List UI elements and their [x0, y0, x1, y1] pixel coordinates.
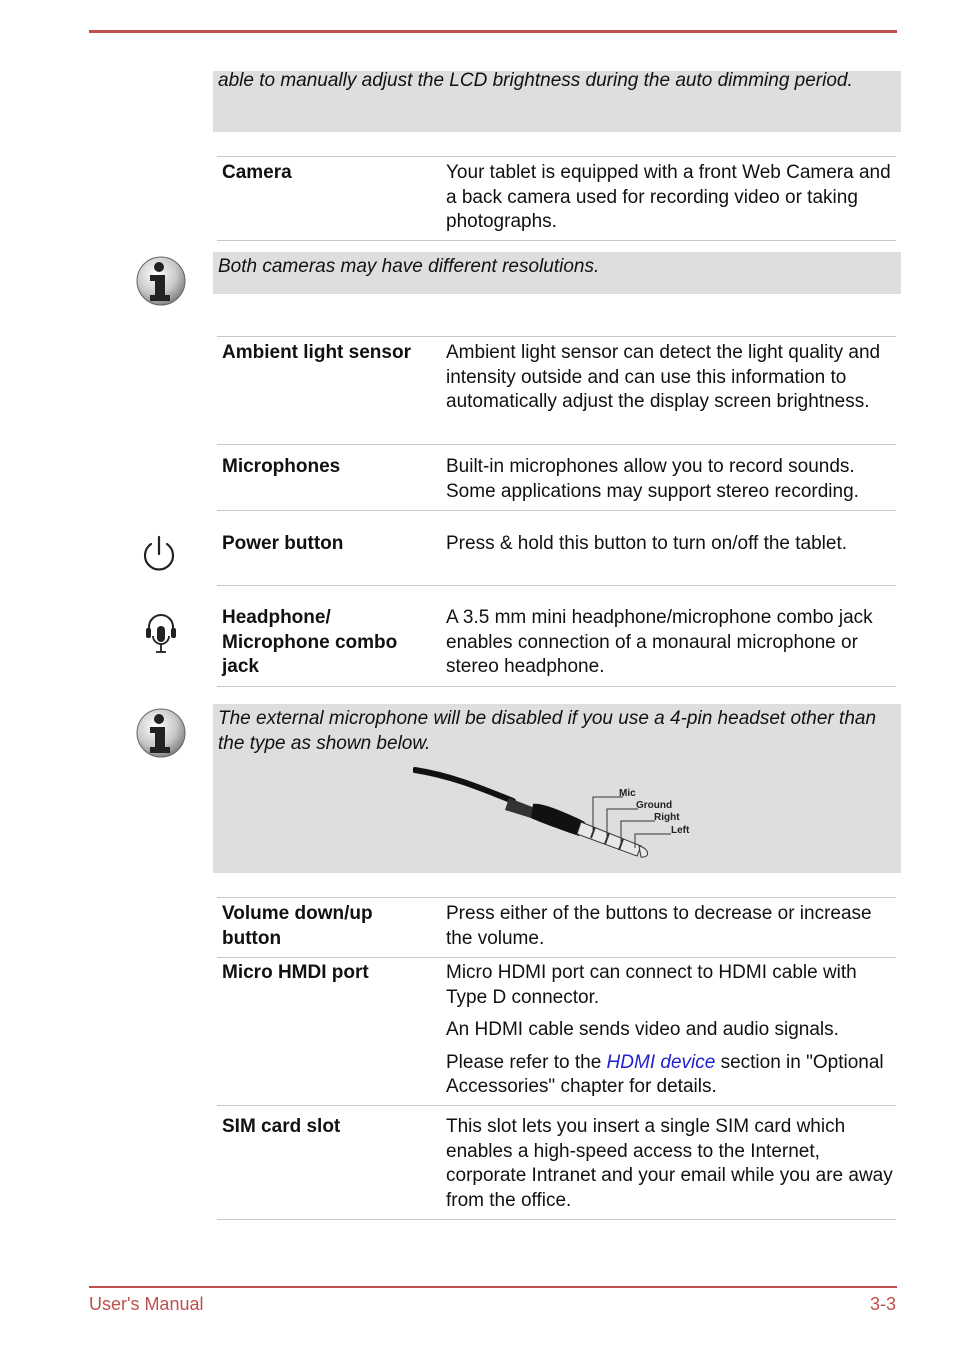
footer-title: User's Manual — [89, 1294, 204, 1314]
term-microphones: Microphones — [222, 456, 341, 477]
note-text: able to manually adjust the LCD brightness during the auto dimming period. — [218, 70, 853, 91]
power-icon — [141, 535, 177, 575]
table-rule — [217, 444, 896, 445]
table-rule — [217, 957, 896, 958]
hdmi-device-link[interactable]: HDMI device — [606, 1051, 716, 1073]
desc-microphones: Built-in microphones allow you to record sounds. Some applications may support stereo recording. — [446, 456, 859, 502]
term-sim-card-slot: SIM card slot — [222, 1116, 341, 1137]
footer-rule — [89, 1286, 897, 1288]
term-headphone-jack: Headphone/ Microphone combo jack — [222, 607, 398, 677]
header-rule — [89, 30, 897, 33]
desc-text: Please refer to the — [446, 1051, 607, 1073]
desc-text: section in "Optional Accessories" chapter for details. — [446, 1051, 884, 1097]
table-rule — [217, 1105, 896, 1106]
table-rule — [217, 585, 896, 586]
desc-headphone-jack: A 3.5 mm mini headphone/microphone combo jack enables connection of a monaural microphone or stereo headphone. — [446, 607, 873, 677]
desc-camera: Your tablet is equipped with a front Web Camera and a back camera used for recording video or taking photographs. — [446, 162, 891, 232]
term-power-button: Power button — [222, 533, 344, 554]
table-rule — [217, 336, 896, 337]
headset-microphone-icon — [144, 612, 178, 660]
table-rule — [217, 240, 896, 241]
desc-paragraph: Micro HDMI port can connect to HDMI cable with Type D connector. — [446, 962, 857, 1008]
term-ambient-light-sensor: Ambient light sensor — [222, 342, 411, 363]
desc-paragraph: An HDMI cable sends video and audio signals. — [446, 1019, 839, 1040]
jack-label-left: Left — [671, 825, 690, 836]
term-volume-button: Volume down/up button — [222, 903, 373, 949]
desc-ambient-light-sensor: Ambient light sensor can detect the light quality and intensity outside and can use this information to automatically adjust the display screen brightness. — [446, 342, 881, 412]
info-icon — [135, 255, 187, 307]
table-rule — [217, 897, 896, 898]
term-camera: Camera — [222, 162, 292, 183]
note-box — [213, 704, 901, 873]
desc-volume-button: Press either of the buttons to decrease or increase the volume. — [446, 903, 872, 949]
desc-sim-card-slot: This slot lets you insert a single SIM card which enables a high-speed access to the Internet, corporate Intranet and your email while you are away from the office. — [446, 1116, 893, 1211]
note-text: Both cameras may have different resolutions. — [218, 256, 600, 277]
headset-plug-illustration — [413, 764, 703, 864]
desc-power-button: Press & hold this button to turn on/off the tablet. — [446, 533, 848, 554]
table-rule — [217, 1219, 896, 1220]
note-box — [213, 252, 901, 294]
desc-micro-hdmi-port — [446, 961, 898, 1108]
jack-label-right: Right — [654, 812, 680, 823]
note-text: The external microphone will be disabled if you use a 4-pin headset other than the type as shown below. — [218, 708, 877, 754]
table-rule — [217, 156, 896, 157]
note-box — [213, 71, 901, 132]
page-number: 3-3 — [869, 1294, 896, 1314]
desc-paragraph — [446, 1051, 898, 1100]
table-rule — [217, 686, 896, 687]
term-micro-hdmi-port: Micro HMDI port — [222, 962, 369, 983]
jack-label-ground: Ground — [636, 800, 673, 811]
info-icon — [135, 707, 187, 759]
jack-label-mic: Mic — [619, 788, 636, 799]
table-rule — [217, 510, 896, 511]
